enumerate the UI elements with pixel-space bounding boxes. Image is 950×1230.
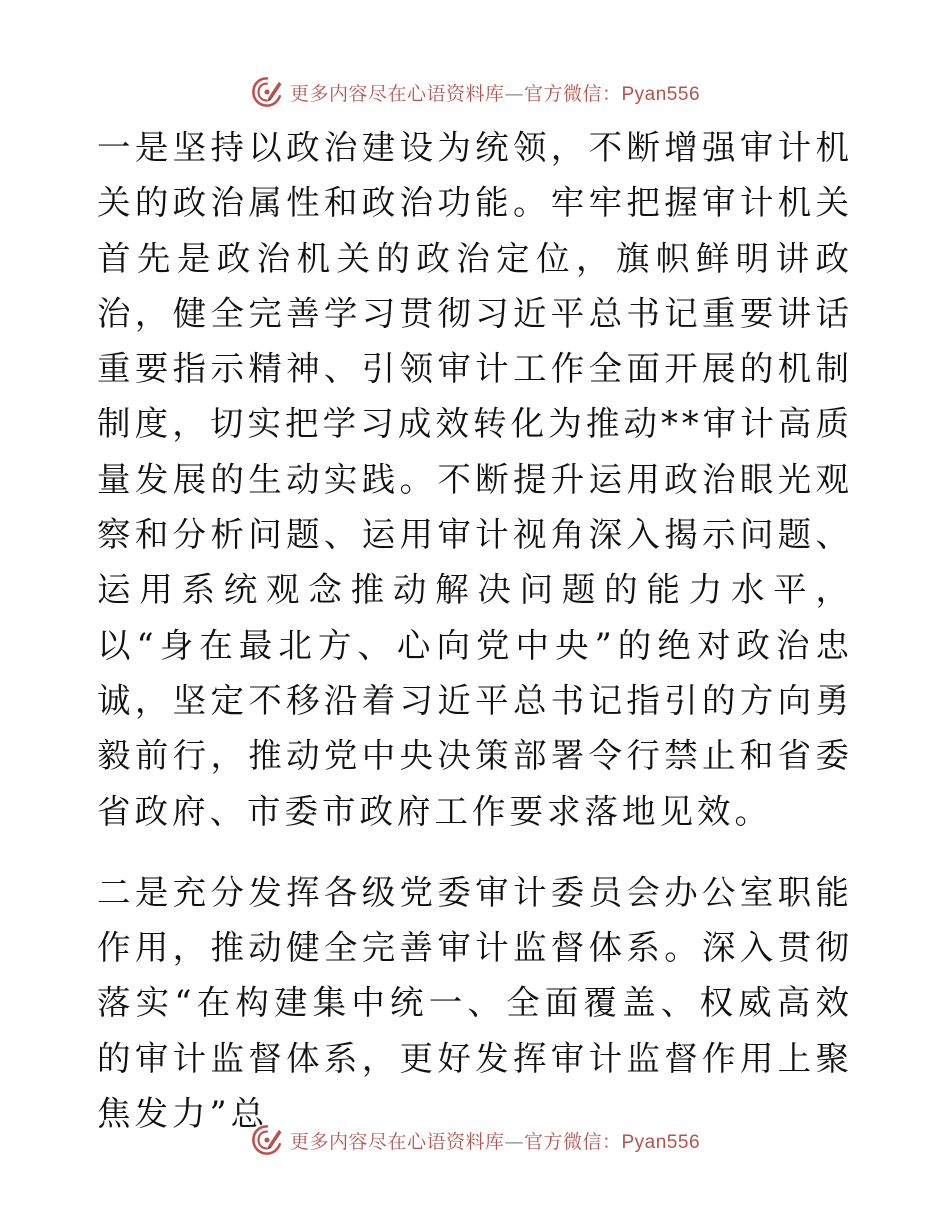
pen-nib-swirl-icon xyxy=(250,75,284,109)
watermark-separator: — xyxy=(504,1130,524,1153)
watermark-contact-id: Pyan556 xyxy=(621,1131,701,1153)
watermark-brand: 更多内容尽在心语资料库 xyxy=(289,82,505,105)
watermark-text xyxy=(290,79,700,106)
watermark-contact-id: Pyan556 xyxy=(621,83,701,105)
watermark-contact-label: 官方微信： xyxy=(523,82,622,105)
document-body xyxy=(97,120,853,1141)
paragraph-2: 二是充分发挥各级党委审计委员会办公室职能作用，推动健全完善审计监督体系。深入贯彻落实“在构建集中统一、全面覆盖、权威高效的审计监督体系，更好发挥审计监督作用上聚焦发力”总 xyxy=(97,872,853,1134)
footer-watermark xyxy=(0,1120,950,1160)
watermark-contact-label: 官方微信： xyxy=(523,1130,622,1153)
pen-nib-swirl-icon xyxy=(250,1123,284,1157)
watermark-separator: — xyxy=(504,82,524,105)
header-watermark xyxy=(0,72,950,112)
watermark-brand: 更多内容尽在心语资料库 xyxy=(289,1130,505,1153)
watermark-text xyxy=(290,1127,700,1154)
paragraph-1: 一是坚持以政治建设为统领，不断增强审计机关的政治属性和政治功能。牢牢把握审计机关首先是政治机关的政治定位，旗帜鲜明讲政治，健全完善学习贯彻习近平总书记重要讲话重要指示精神、引领审计工作全面开展的机制制度，切实把学习成效转化为推动**审计高质量发展的生动实践。不断提升运用政治眼光观察和分析问题、运用审计视角深入揭示问题、运用系统观念推动解决问题的能力水平，以“身在最北方、心向党中央”的绝对政治忠诚，坚定不移沿着习近平总书记指引的方向勇毅前行，推动党中央决策部署令行禁止和省委省政府、市委市政府工作要求落地见效。 xyxy=(97,128,853,831)
